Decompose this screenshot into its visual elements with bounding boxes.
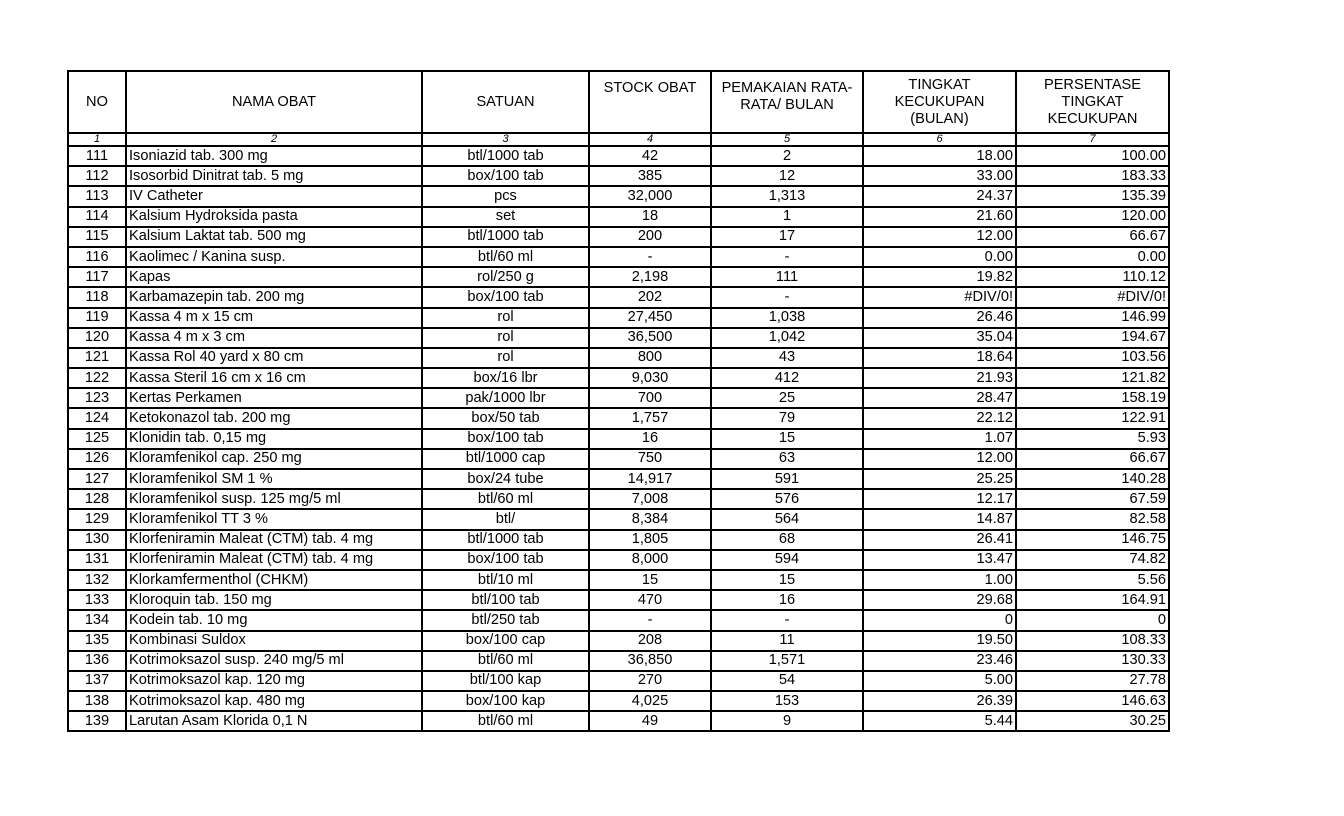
cell-nama-obat: Klorfeniramin Maleat (CTM) tab. 4 mg: [126, 530, 422, 550]
cell-no: 120: [68, 328, 126, 348]
cell-persentase: #DIV/0!: [1016, 287, 1169, 307]
cell-tingkat: 26.46: [863, 308, 1016, 328]
header-row: [68, 71, 1169, 133]
cell-stock: 4,025: [589, 691, 711, 711]
cell-stock: 9,030: [589, 368, 711, 388]
table-body: [68, 146, 1169, 731]
header-satuan: SATUAN: [422, 71, 589, 133]
cell-satuan: rol/250 g: [422, 267, 589, 287]
cell-tingkat: 1.00: [863, 570, 1016, 590]
cell-nama-obat: Kloramfenikol cap. 250 mg: [126, 449, 422, 469]
cell-persentase: 164.91: [1016, 590, 1169, 610]
cell-pemakaian: -: [711, 610, 863, 630]
cell-nama-obat: Kertas Perkamen: [126, 388, 422, 408]
cell-no: 111: [68, 146, 126, 166]
table-row: [68, 348, 1169, 368]
cell-tingkat: #DIV/0!: [863, 287, 1016, 307]
cell-no: 128: [68, 489, 126, 509]
cell-nama-obat: Kotrimoksazol kap. 480 mg: [126, 691, 422, 711]
table-row: [68, 449, 1169, 469]
cell-satuan: box/100 tab: [422, 166, 589, 186]
cell-pemakaian: 43: [711, 348, 863, 368]
cell-satuan: rol: [422, 328, 589, 348]
cell-stock: 8,384: [589, 509, 711, 529]
cell-satuan: rol: [422, 308, 589, 328]
cell-nama-obat: Kassa 4 m x 15 cm: [126, 308, 422, 328]
cell-tingkat: 21.93: [863, 368, 1016, 388]
cell-pemakaian: 1,313: [711, 186, 863, 206]
cell-no: 122: [68, 368, 126, 388]
column-number: 4: [589, 133, 711, 146]
cell-stock: 36,850: [589, 651, 711, 671]
cell-nama-obat: Kotrimoksazol kap. 120 mg: [126, 671, 422, 691]
cell-no: 125: [68, 429, 126, 449]
cell-no: 124: [68, 408, 126, 428]
cell-no: 114: [68, 207, 126, 227]
cell-pemakaian: 15: [711, 429, 863, 449]
cell-no: 132: [68, 570, 126, 590]
cell-nama-obat: Kloroquin tab. 150 mg: [126, 590, 422, 610]
cell-pemakaian: 1,042: [711, 328, 863, 348]
cell-pemakaian: 1,571: [711, 651, 863, 671]
table-row: [68, 711, 1169, 731]
table-row: [68, 186, 1169, 206]
table-row: [68, 631, 1169, 651]
cell-satuan: btl/1000 cap: [422, 449, 589, 469]
cell-persentase: 183.33: [1016, 166, 1169, 186]
cell-satuan: box/100 cap: [422, 631, 589, 651]
table-row: [68, 368, 1169, 388]
cell-satuan: btl/250 tab: [422, 610, 589, 630]
cell-persentase: 122.91: [1016, 408, 1169, 428]
cell-tingkat: 19.82: [863, 267, 1016, 287]
cell-tingkat: 0.00: [863, 247, 1016, 267]
cell-nama-obat: Kalsium Hydroksida pasta: [126, 207, 422, 227]
cell-tingkat: 14.87: [863, 509, 1016, 529]
cell-tingkat: 0: [863, 610, 1016, 630]
cell-pemakaian: 17: [711, 227, 863, 247]
cell-stock: 270: [589, 671, 711, 691]
cell-persentase: 66.67: [1016, 227, 1169, 247]
column-number: 3: [422, 133, 589, 146]
cell-satuan: box/24 tube: [422, 469, 589, 489]
cell-persentase: 0: [1016, 610, 1169, 630]
cell-tingkat: 12.00: [863, 449, 1016, 469]
cell-tingkat: 33.00: [863, 166, 1016, 186]
cell-stock: 470: [589, 590, 711, 610]
cell-persentase: 120.00: [1016, 207, 1169, 227]
cell-stock: 8,000: [589, 550, 711, 570]
cell-pemakaian: 9: [711, 711, 863, 731]
cell-no: 119: [68, 308, 126, 328]
cell-persentase: 66.67: [1016, 449, 1169, 469]
cell-stock: -: [589, 610, 711, 630]
cell-persentase: 103.56: [1016, 348, 1169, 368]
cell-nama-obat: Klonidin tab. 0,15 mg: [126, 429, 422, 449]
cell-tingkat: 12.17: [863, 489, 1016, 509]
cell-satuan: btl/60 ml: [422, 489, 589, 509]
cell-pemakaian: 54: [711, 671, 863, 691]
table-row: [68, 671, 1169, 691]
cell-persentase: 121.82: [1016, 368, 1169, 388]
cell-satuan: btl/60 ml: [422, 651, 589, 671]
cell-persentase: 130.33: [1016, 651, 1169, 671]
cell-stock: 14,917: [589, 469, 711, 489]
cell-persentase: 140.28: [1016, 469, 1169, 489]
cell-pemakaian: 2: [711, 146, 863, 166]
cell-pemakaian: 591: [711, 469, 863, 489]
cell-satuan: btl/100 tab: [422, 590, 589, 610]
table-row: [68, 247, 1169, 267]
cell-nama-obat: Ketokonazol tab. 200 mg: [126, 408, 422, 428]
cell-stock: 49: [589, 711, 711, 731]
cell-no: 129: [68, 509, 126, 529]
cell-tingkat: 5.00: [863, 671, 1016, 691]
cell-satuan: pcs: [422, 186, 589, 206]
cell-nama-obat: Karbamazepin tab. 200 mg: [126, 287, 422, 307]
cell-persentase: 135.39: [1016, 186, 1169, 206]
cell-persentase: 5.56: [1016, 570, 1169, 590]
cell-stock: 385: [589, 166, 711, 186]
table-row: [68, 691, 1169, 711]
cell-no: 117: [68, 267, 126, 287]
cell-satuan: btl/1000 tab: [422, 530, 589, 550]
cell-nama-obat: Isoniazid tab. 300 mg: [126, 146, 422, 166]
header-tingkat-kecukupan: TINGKAT KECUKUPAN (BULAN): [863, 71, 1016, 133]
cell-no: 118: [68, 287, 126, 307]
table-row: [68, 227, 1169, 247]
cell-persentase: 74.82: [1016, 550, 1169, 570]
cell-tingkat: 22.12: [863, 408, 1016, 428]
cell-stock: 750: [589, 449, 711, 469]
column-number: 6: [863, 133, 1016, 146]
cell-satuan: btl/60 ml: [422, 711, 589, 731]
cell-stock: 208: [589, 631, 711, 651]
cell-satuan: pak/1000 lbr: [422, 388, 589, 408]
cell-tingkat: 18.00: [863, 146, 1016, 166]
table-row: [68, 166, 1169, 186]
column-number: 2: [126, 133, 422, 146]
cell-no: 126: [68, 449, 126, 469]
cell-no: 130: [68, 530, 126, 550]
cell-persentase: 194.67: [1016, 328, 1169, 348]
cell-nama-obat: Isosorbid Dinitrat tab. 5 mg: [126, 166, 422, 186]
cell-satuan: box/100 kap: [422, 691, 589, 711]
column-number: 5: [711, 133, 863, 146]
cell-persentase: 110.12: [1016, 267, 1169, 287]
cell-persentase: 0.00: [1016, 247, 1169, 267]
cell-satuan: box/100 tab: [422, 287, 589, 307]
cell-persentase: 82.58: [1016, 509, 1169, 529]
cell-no: 134: [68, 610, 126, 630]
cell-satuan: rol: [422, 348, 589, 368]
cell-tingkat: 21.60: [863, 207, 1016, 227]
cell-no: 131: [68, 550, 126, 570]
cell-persentase: 27.78: [1016, 671, 1169, 691]
cell-pemakaian: 11: [711, 631, 863, 651]
column-number: 7: [1016, 133, 1169, 146]
cell-nama-obat: Kaolimec / Kanina susp.: [126, 247, 422, 267]
cell-stock: 202: [589, 287, 711, 307]
table-row: [68, 590, 1169, 610]
cell-stock: 700: [589, 388, 711, 408]
cell-stock: 15: [589, 570, 711, 590]
cell-persentase: 30.25: [1016, 711, 1169, 731]
cell-tingkat: 18.64: [863, 348, 1016, 368]
cell-nama-obat: Kloramfenikol susp. 125 mg/5 ml: [126, 489, 422, 509]
table-row: [68, 287, 1169, 307]
cell-persentase: 158.19: [1016, 388, 1169, 408]
cell-satuan: btl/60 ml: [422, 247, 589, 267]
cell-satuan: box/50 tab: [422, 408, 589, 428]
table-row: [68, 328, 1169, 348]
cell-no: 116: [68, 247, 126, 267]
header-persentase: PERSENTASE TINGKAT KECUKUPAN: [1016, 71, 1169, 133]
cell-nama-obat: Kalsium Laktat tab. 500 mg: [126, 227, 422, 247]
cell-pemakaian: 16: [711, 590, 863, 610]
cell-persentase: 67.59: [1016, 489, 1169, 509]
cell-no: 136: [68, 651, 126, 671]
cell-satuan: box/100 tab: [422, 550, 589, 570]
cell-stock: -: [589, 247, 711, 267]
cell-pemakaian: 1: [711, 207, 863, 227]
cell-no: 139: [68, 711, 126, 731]
table-row: [68, 530, 1169, 550]
cell-nama-obat: Kassa Rol 40 yard x 80 cm: [126, 348, 422, 368]
cell-nama-obat: Kloramfenikol TT 3 %: [126, 509, 422, 529]
table-row: [68, 550, 1169, 570]
cell-stock: 27,450: [589, 308, 711, 328]
header-nama-obat: NAMA OBAT: [126, 71, 422, 133]
cell-satuan: btl/: [422, 509, 589, 529]
cell-tingkat: 26.41: [863, 530, 1016, 550]
cell-pemakaian: -: [711, 247, 863, 267]
table-row: [68, 429, 1169, 449]
cell-nama-obat: Larutan Asam Klorida 0,1 N: [126, 711, 422, 731]
table-row: [68, 489, 1169, 509]
cell-nama-obat: Klorkamfermenthol (CHKM): [126, 570, 422, 590]
cell-stock: 2,198: [589, 267, 711, 287]
cell-stock: 42: [589, 146, 711, 166]
cell-nama-obat: Klorfeniramin Maleat (CTM) tab. 4 mg: [126, 550, 422, 570]
cell-persentase: 146.99: [1016, 308, 1169, 328]
table-row: [68, 308, 1169, 328]
cell-tingkat: 35.04: [863, 328, 1016, 348]
cell-no: 123: [68, 388, 126, 408]
cell-pemakaian: 576: [711, 489, 863, 509]
cell-nama-obat: Kombinasi Suldox: [126, 631, 422, 651]
cell-stock: 1,757: [589, 408, 711, 428]
cell-tingkat: 19.50: [863, 631, 1016, 651]
cell-nama-obat: Kassa 4 m x 3 cm: [126, 328, 422, 348]
cell-pemakaian: -: [711, 287, 863, 307]
cell-pemakaian: 564: [711, 509, 863, 529]
cell-persentase: 108.33: [1016, 631, 1169, 651]
cell-pemakaian: 63: [711, 449, 863, 469]
medicine-stock-table: [67, 70, 1170, 732]
table-row: [68, 509, 1169, 529]
table-row: [68, 146, 1169, 166]
cell-satuan: box/16 lbr: [422, 368, 589, 388]
cell-satuan: btl/1000 tab: [422, 146, 589, 166]
cell-satuan: box/100 tab: [422, 429, 589, 449]
cell-stock: 18: [589, 207, 711, 227]
cell-nama-obat: Kapas: [126, 267, 422, 287]
column-number-row: [68, 133, 1169, 146]
cell-stock: 36,500: [589, 328, 711, 348]
cell-persentase: 146.63: [1016, 691, 1169, 711]
cell-stock: 200: [589, 227, 711, 247]
cell-no: 115: [68, 227, 126, 247]
cell-nama-obat: Kassa Steril 16 cm x 16 cm: [126, 368, 422, 388]
header-no: NO: [68, 71, 126, 133]
cell-no: 137: [68, 671, 126, 691]
cell-persentase: 5.93: [1016, 429, 1169, 449]
cell-nama-obat: Kodein tab. 10 mg: [126, 610, 422, 630]
cell-satuan: btl/100 kap: [422, 671, 589, 691]
cell-satuan: btl/10 ml: [422, 570, 589, 590]
table-row: [68, 388, 1169, 408]
cell-nama-obat: Kloramfenikol SM 1 %: [126, 469, 422, 489]
cell-pemakaian: 79: [711, 408, 863, 428]
header-stock-obat: STOCK OBAT: [589, 71, 711, 133]
cell-nama-obat: IV Catheter: [126, 186, 422, 206]
cell-persentase: 100.00: [1016, 146, 1169, 166]
table-row: [68, 267, 1169, 287]
cell-no: 135: [68, 631, 126, 651]
cell-pemakaian: 68: [711, 530, 863, 550]
cell-pemakaian: 1,038: [711, 308, 863, 328]
cell-tingkat: 1.07: [863, 429, 1016, 449]
cell-pemakaian: 25: [711, 388, 863, 408]
table-row: [68, 610, 1169, 630]
cell-nama-obat: Kotrimoksazol susp. 240 mg/5 ml: [126, 651, 422, 671]
cell-no: 138: [68, 691, 126, 711]
header-pemakaian: PEMAKAIAN RATA-RATA/ BULAN: [711, 71, 863, 133]
cell-stock: 32,000: [589, 186, 711, 206]
cell-tingkat: 23.46: [863, 651, 1016, 671]
column-number: 1: [68, 133, 126, 146]
cell-tingkat: 28.47: [863, 388, 1016, 408]
cell-tingkat: 13.47: [863, 550, 1016, 570]
cell-pemakaian: 153: [711, 691, 863, 711]
cell-no: 113: [68, 186, 126, 206]
cell-stock: 7,008: [589, 489, 711, 509]
cell-stock: 1,805: [589, 530, 711, 550]
table-row: [68, 408, 1169, 428]
cell-pemakaian: 15: [711, 570, 863, 590]
cell-tingkat: 12.00: [863, 227, 1016, 247]
cell-tingkat: 5.44: [863, 711, 1016, 731]
table-row: [68, 570, 1169, 590]
cell-pemakaian: 594: [711, 550, 863, 570]
cell-no: 112: [68, 166, 126, 186]
cell-persentase: 146.75: [1016, 530, 1169, 550]
cell-stock: 800: [589, 348, 711, 368]
cell-tingkat: 26.39: [863, 691, 1016, 711]
cell-pemakaian: 412: [711, 368, 863, 388]
cell-tingkat: 25.25: [863, 469, 1016, 489]
table-row: [68, 207, 1169, 227]
cell-tingkat: 24.37: [863, 186, 1016, 206]
cell-pemakaian: 111: [711, 267, 863, 287]
cell-satuan: btl/1000 tab: [422, 227, 589, 247]
cell-no: 127: [68, 469, 126, 489]
cell-satuan: set: [422, 207, 589, 227]
cell-pemakaian: 12: [711, 166, 863, 186]
cell-no: 121: [68, 348, 126, 368]
table-row: [68, 651, 1169, 671]
cell-no: 133: [68, 590, 126, 610]
cell-tingkat: 29.68: [863, 590, 1016, 610]
cell-stock: 16: [589, 429, 711, 449]
table-row: [68, 469, 1169, 489]
